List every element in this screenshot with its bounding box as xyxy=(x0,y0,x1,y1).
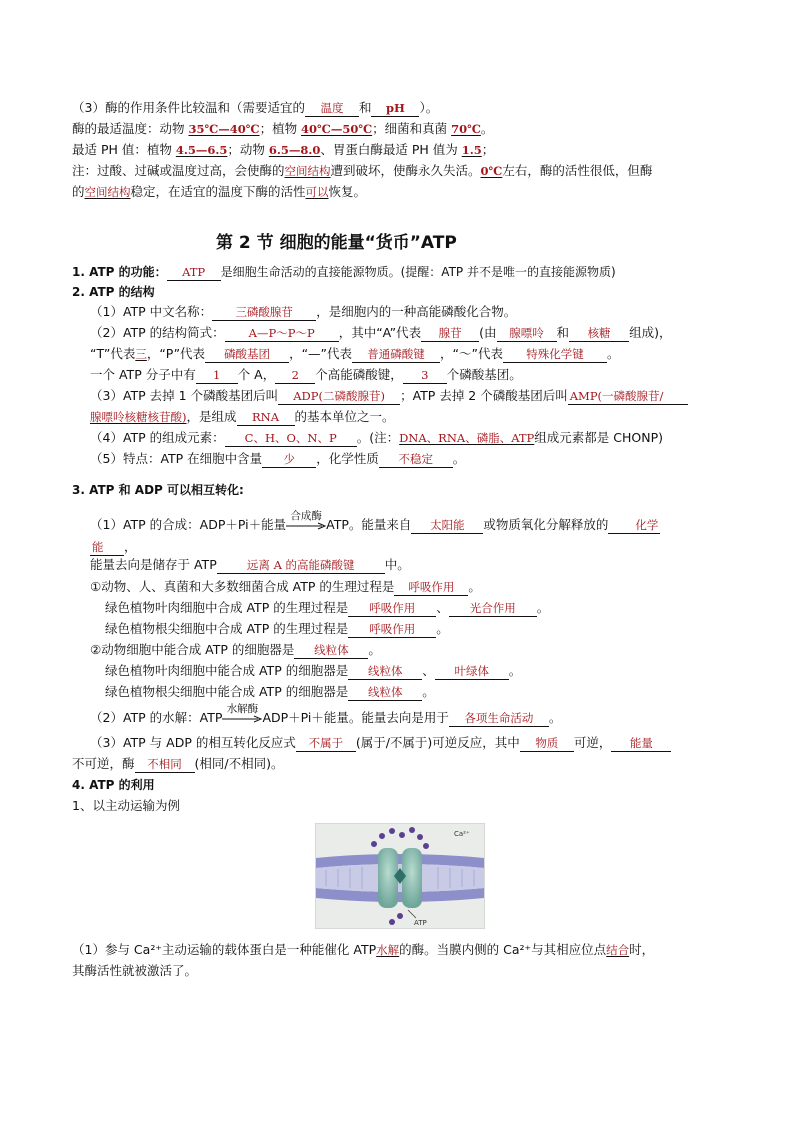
answer-respiration: 呼吸作用 xyxy=(394,580,468,596)
text: 不可逆，酶 xyxy=(72,756,135,771)
atp-counts-line xyxy=(90,366,522,384)
text: 。 xyxy=(452,451,466,466)
optimal-ph-line xyxy=(72,141,494,159)
text: 、 xyxy=(436,600,449,615)
text: ；动物 xyxy=(227,142,269,157)
reversibility-line-2 xyxy=(72,755,283,773)
answer-ribose: 核糖 xyxy=(569,326,629,342)
text: 中。 xyxy=(384,557,410,572)
text: ，是组成 xyxy=(186,409,237,424)
answer-chloroplast: 叶绿体 xyxy=(435,664,509,680)
amp-line-2 xyxy=(90,408,395,426)
text: ，“P”代表 xyxy=(146,346,206,361)
text: ；植物 xyxy=(259,121,302,136)
text: 绿色植物叶肉细胞中合成 ATP 的生理过程是 xyxy=(105,600,349,615)
section-title: 第 2 节 细胞的能量“货币”ATP xyxy=(216,233,457,253)
answer-spatial-structure: 空间结构 xyxy=(84,185,131,199)
text: 。 xyxy=(436,621,449,636)
answer-mitochondria: 线粒体 xyxy=(348,685,422,701)
text: 的酶。当膜内侧的 Ca²⁺与其相应位点 xyxy=(399,942,607,957)
atp-name-line xyxy=(90,303,516,321)
right-arrow-icon xyxy=(222,715,262,723)
active-transport-subheading: 1、以主动运输为例 xyxy=(72,798,180,813)
membrane-diagram xyxy=(316,824,484,928)
atp-elements-line xyxy=(90,429,663,447)
ion-label: Ca²⁺ xyxy=(454,830,470,838)
answer-little: 少 xyxy=(262,452,316,468)
answer-different: 不相同 xyxy=(135,757,195,773)
text: 恢复。 xyxy=(328,184,367,199)
hydrolysis-arrow xyxy=(222,703,262,727)
text: (由 xyxy=(479,325,497,340)
text: 能量去向是储存于 ATP xyxy=(90,557,217,572)
answer-count-phosphate: 3 xyxy=(403,368,447,384)
text: （5）特点：ATP 在细胞中含量 xyxy=(90,451,263,466)
text: (属于/不属于)可逆反应，其中 xyxy=(355,735,520,750)
text: 组成)， xyxy=(629,325,672,340)
text: 最适 PH 值：植物 xyxy=(72,142,176,157)
text: “T”代表 xyxy=(90,346,136,361)
answer-energy: 能量 xyxy=(611,736,671,752)
answer-count-a: 1 xyxy=(196,368,238,384)
answer-normal-bond: 普通磷酸键 xyxy=(352,347,440,363)
text: 和 xyxy=(556,325,570,340)
text: 注：过酸、过碱或温度过高，会使酶的 xyxy=(72,163,285,178)
text: 一个 ATP 分子中有 xyxy=(90,367,196,382)
text: 。 xyxy=(508,663,522,678)
text: （2）ATP 的结构简式： xyxy=(90,325,225,340)
answer-can: 可以 xyxy=(305,185,329,199)
answer-phosphate: 磷酸基团 xyxy=(205,347,289,363)
atp-symbols-line xyxy=(90,345,619,363)
answer-mitochondria: 线粒体 xyxy=(348,664,422,680)
answer-spatial-structure: 空间结构 xyxy=(284,164,331,178)
hydrolysis-line xyxy=(90,703,562,727)
text: 和 xyxy=(358,100,372,115)
answer-animal-temp: 35℃—40℃ xyxy=(188,122,260,136)
root-process-line xyxy=(105,620,449,638)
answer-temperature: 温度 xyxy=(305,101,359,117)
arrow-label: 水解酶 xyxy=(226,703,259,715)
synthesis-line-2 xyxy=(90,538,137,556)
leaf-organelle-line xyxy=(105,662,521,680)
text: ，“—”代表 xyxy=(289,346,353,361)
text: （2）ATP 的水解：ATP xyxy=(90,710,223,725)
root-organelle-line xyxy=(105,683,435,701)
answer-three: 三 xyxy=(135,347,147,361)
atp-label: ATP xyxy=(414,919,427,927)
energy-storage-line xyxy=(90,556,410,574)
text: （1）参与 Ca²⁺主动运输的载体蛋白是一种能催化 ATP xyxy=(72,942,377,957)
text: 左右，酶的活性很低，但酶 xyxy=(502,163,653,178)
answer-life-activities: 各项生命活动 xyxy=(449,711,549,727)
text: ；ATP 去掉 2 个磷酸基团后叫 xyxy=(400,388,568,403)
text: ATP。能量来自 xyxy=(326,517,412,532)
text: 绿色植物叶肉细胞中能合成 ATP 的细胞器是 xyxy=(105,663,349,678)
text: （1）ATP 的合成：ADP＋Pi＋能量 xyxy=(90,517,287,532)
answer-adenosine: 腺苷 xyxy=(421,326,479,342)
text: ，“～”代表 xyxy=(440,346,503,361)
text: 、 xyxy=(422,663,435,678)
carrier-protein-line xyxy=(72,941,654,959)
text: ； xyxy=(481,142,495,157)
text: 绿色植物根尖细胞中合成 ATP 的生理过程是 xyxy=(105,621,349,636)
note-line-2 xyxy=(72,183,366,201)
text: 个 A， xyxy=(237,367,276,382)
answer-plant-ph: 4.5—6.5 xyxy=(175,143,228,157)
text: 可逆， xyxy=(573,735,612,750)
carrier-protein-line-2: 其酶活性就被激活了。 xyxy=(72,963,198,978)
answer-pepsin-ph: 1.5 xyxy=(461,143,482,157)
text: 。 xyxy=(480,121,494,136)
answer-respiration: 呼吸作用 xyxy=(348,622,436,638)
answer-elements: C、H、O、N、P xyxy=(225,431,357,447)
answer-bind: 结合 xyxy=(606,943,630,957)
answer-animal-ph: 6.5—8.0 xyxy=(268,143,321,157)
text: ADP＋Pi＋能量。能量去向是用于 xyxy=(262,710,449,725)
text: 个磷酸基团。 xyxy=(446,367,522,382)
answer-amp-cont: 腺嘌呤核糖核苷酸) xyxy=(90,410,187,424)
answer-chemical: 化学 xyxy=(608,518,660,534)
answer-molecules: DNA、RNA、磷脂、ATP xyxy=(399,431,535,445)
conversion-heading: 3. ATP 和 ADP 可以相互转化: xyxy=(72,483,244,497)
text: 的基本单位之一。 xyxy=(294,409,395,424)
atp-features-line xyxy=(90,450,465,468)
text: 组成元素都是 CHONP) xyxy=(534,430,663,445)
text: （4）ATP 的组成元素： xyxy=(90,430,225,445)
answer-hydrolysis: 水解 xyxy=(376,943,400,957)
text: 个高能磷酸键， xyxy=(315,367,403,382)
text: ①动物、人、真菌和大多数细菌合成 ATP 的生理过程是 xyxy=(90,579,395,594)
answer-atp: ATP xyxy=(167,265,221,281)
adp-amp-line xyxy=(90,387,688,405)
text: ，是细胞内的一种高能磷酸化合物。 xyxy=(316,304,517,319)
atp-structure-heading: 2. ATP 的结构 xyxy=(72,285,155,299)
text: 时， xyxy=(629,942,655,957)
answer-ph: pH xyxy=(371,101,419,117)
answer-bacteria-temp: 70℃ xyxy=(451,122,481,136)
text: 酶的最适温度：动物 xyxy=(72,121,189,136)
text: 。 xyxy=(368,642,381,657)
text: ，化学性质 xyxy=(316,451,379,466)
answer-unstable: 不稳定 xyxy=(379,452,453,468)
atp-formula-line xyxy=(90,324,671,342)
text: 、胃蛋白酶最适 PH 值为 xyxy=(320,142,462,157)
answer-zero-degree: 0℃ xyxy=(480,164,503,178)
answer-mitochondria: 线粒体 xyxy=(294,643,368,659)
text: ， xyxy=(124,539,137,554)
atp-function-line xyxy=(72,263,616,281)
enzyme-conditions-line xyxy=(72,99,438,117)
answer-energy: 能 xyxy=(90,540,124,556)
animal-organelle-line xyxy=(90,641,381,659)
text: ；细菌和真菌 xyxy=(372,121,452,136)
answer-plant-temp: 40℃—50℃ xyxy=(301,122,373,136)
text: 的 xyxy=(72,184,85,199)
text: （1）ATP 中文名称： xyxy=(90,304,213,319)
right-arrow-icon xyxy=(286,522,326,530)
text: （3）ATP 去掉 1 个磷酸基团后叫 xyxy=(90,388,279,403)
answer-rna: RNA xyxy=(237,410,295,426)
answer-amp: AMP(一磷酸腺苷/ xyxy=(568,389,688,405)
text: 。 xyxy=(468,579,481,594)
text: 。(注： xyxy=(356,430,400,445)
text: 是细胞生命活动的直接能源物质。(提醒：ATP 并不是唯一的直接能源物质) xyxy=(220,265,616,279)
text: 。 xyxy=(548,710,562,725)
answer-adp: ADP(二磷酸腺苷) xyxy=(278,389,400,405)
text: 。 xyxy=(536,600,550,615)
text: （3）ATP 与 ADP 的相互转化反应式 xyxy=(90,735,296,750)
text: （3）酶的作用条件比较温和（需要适宜的 xyxy=(72,100,305,115)
text: 稳定，在适宜的温度下酶的活性 xyxy=(130,184,306,199)
text: ②动物细胞中能合成 ATP 的细胞器是 xyxy=(90,642,295,657)
text: 遭到破坏，使酶永久失活。 xyxy=(330,163,481,178)
membrane-transport-figure xyxy=(315,823,485,929)
answer-not-belong: 不属于 xyxy=(296,736,356,752)
text: 1. ATP 的功能： xyxy=(72,265,167,279)
text: ，其中“A”代表 xyxy=(338,325,422,340)
answer-adenine: 腺嘌呤 xyxy=(497,326,557,342)
answer-photosynthesis: 光合作用 xyxy=(449,601,537,617)
text: 。 xyxy=(422,684,435,699)
answer-atp-name: 三磷酸腺苷 xyxy=(212,305,316,321)
answer-atp-formula: A—P～P～P xyxy=(225,326,339,342)
atp-use-heading: 4. ATP 的利用 xyxy=(72,778,155,792)
synthesis-arrow xyxy=(286,510,326,534)
text: 或物质氧化分解释放的 xyxy=(483,517,609,532)
animal-process-line xyxy=(90,578,481,596)
text: 绿色植物根尖细胞中能合成 ATP 的细胞器是 xyxy=(105,684,349,699)
reversibility-line xyxy=(90,734,671,752)
synthesis-line xyxy=(90,510,660,534)
leaf-process-line xyxy=(105,599,549,617)
answer-respiration: 呼吸作用 xyxy=(348,601,436,617)
text: 。 xyxy=(606,346,620,361)
note-line-1 xyxy=(72,162,652,180)
answer-count-bonds: 2 xyxy=(275,368,315,384)
text: (相同/不相同)。 xyxy=(194,756,284,771)
answer-high-energy-bond: 远离 A 的高能磷酸键 xyxy=(217,558,385,574)
text: ）。 xyxy=(419,100,439,115)
optimal-temperature-line xyxy=(72,120,493,138)
answer-special-bond: 特殊化学键 xyxy=(503,347,607,363)
answer-solar: 太阳能 xyxy=(411,518,483,534)
answer-matter: 物质 xyxy=(520,736,574,752)
arrow-label: 合成酶 xyxy=(290,510,322,522)
